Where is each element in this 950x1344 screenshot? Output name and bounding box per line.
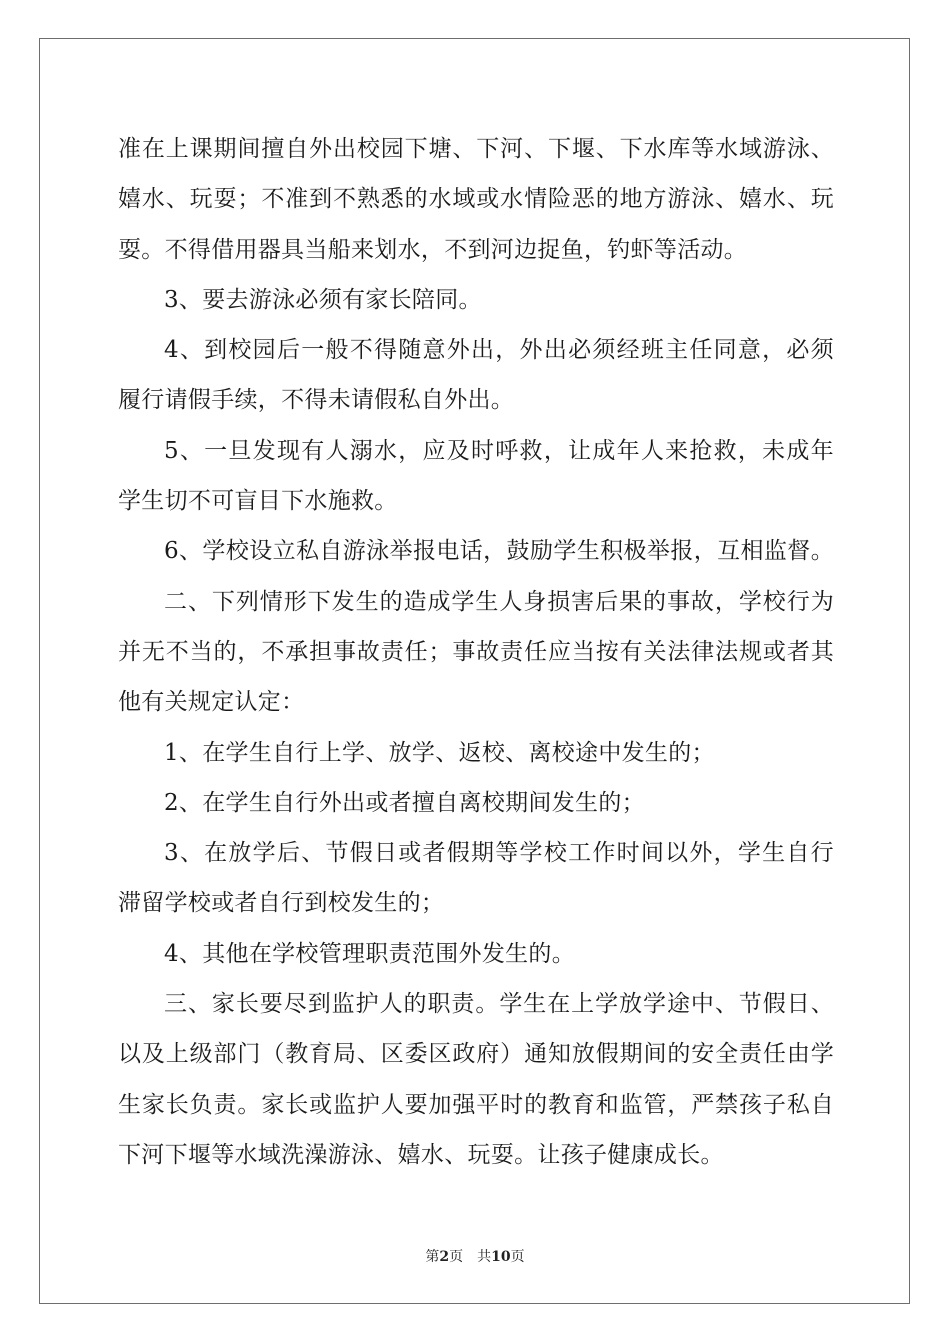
text-line: 学生切不可盲目下水施救。 bbox=[118, 488, 398, 515]
text-line: 3、要去游泳必须有家长陪同。 bbox=[164, 286, 482, 313]
text-line: 三、家长要尽到监护人的职责。学生在上学放学途中、节假日、 bbox=[164, 991, 834, 1018]
total-prefix: 共 bbox=[477, 1249, 492, 1265]
text-line: 6、学校设立私自游泳举报电话，鼓励学生积极举报，互相监督。 bbox=[164, 538, 834, 565]
text-line: 二、下列情形下发生的造成学生人身损害后果的事故，学校行为 bbox=[164, 588, 834, 615]
text-line: 并无不当的，不承担事故责任；事故责任应当按有关法律法规或者其 bbox=[118, 638, 834, 665]
page-suffix: 页 bbox=[449, 1249, 464, 1265]
text-line: 以及上级部门（教育局、区委区政府）通知放假期间的安全责任由学 bbox=[118, 1041, 834, 1068]
text-line: 耍。不得借用器具当船来划水，不到河边捉鱼，钓虾等活动。 bbox=[118, 236, 748, 263]
text-line: 3、在放学后、节假日或者假期等学校工作时间以外，学生自行 bbox=[164, 840, 834, 867]
document-body bbox=[118, 124, 834, 1180]
total-suffix: 页 bbox=[510, 1249, 525, 1265]
text-line: 4、到校园后一般不得随意外出，外出必须经班主任同意，必须 bbox=[164, 337, 834, 364]
text-line: 生家长负责。家长或监护人要加强平时的教育和监管，严禁孩子私自 bbox=[118, 1091, 834, 1118]
text-line: 履行请假手续，不得未请假私自外出。 bbox=[118, 387, 515, 414]
text-line: 嬉水、玩耍；不准到不熟悉的水域或水情险恶的地方游泳、嬉水、玩 bbox=[118, 186, 834, 213]
page-prefix: 第 bbox=[425, 1249, 440, 1265]
text-line: 2、在学生自行外出或者擅自离校期间发生的； bbox=[164, 789, 645, 816]
text-line: 他有关规定认定： bbox=[118, 689, 305, 716]
text-line: 1、在学生自行上学、放学、返校、离校途中发生的； bbox=[164, 739, 715, 766]
total-pages: 10 bbox=[491, 1249, 511, 1265]
text-line: 准在上课期间擅自外出校园下塘、下河、下堰、下水库等水域游泳、 bbox=[118, 136, 834, 162]
text-line: 5、一旦发现有人溺水，应及时呼救，让成年人来抢救，未成年 bbox=[164, 437, 834, 464]
page-number: 2 bbox=[439, 1249, 450, 1265]
page-footer bbox=[0, 1246, 950, 1266]
text-line: 滞留学校或者自行到校发生的； bbox=[118, 890, 445, 917]
text-line: 4、其他在学校管理职责范围外发生的。 bbox=[164, 940, 576, 967]
text-line: 下河下堰等水域洗澡游泳、嬉水、玩耍。让孩子健康成长。 bbox=[118, 1141, 724, 1168]
